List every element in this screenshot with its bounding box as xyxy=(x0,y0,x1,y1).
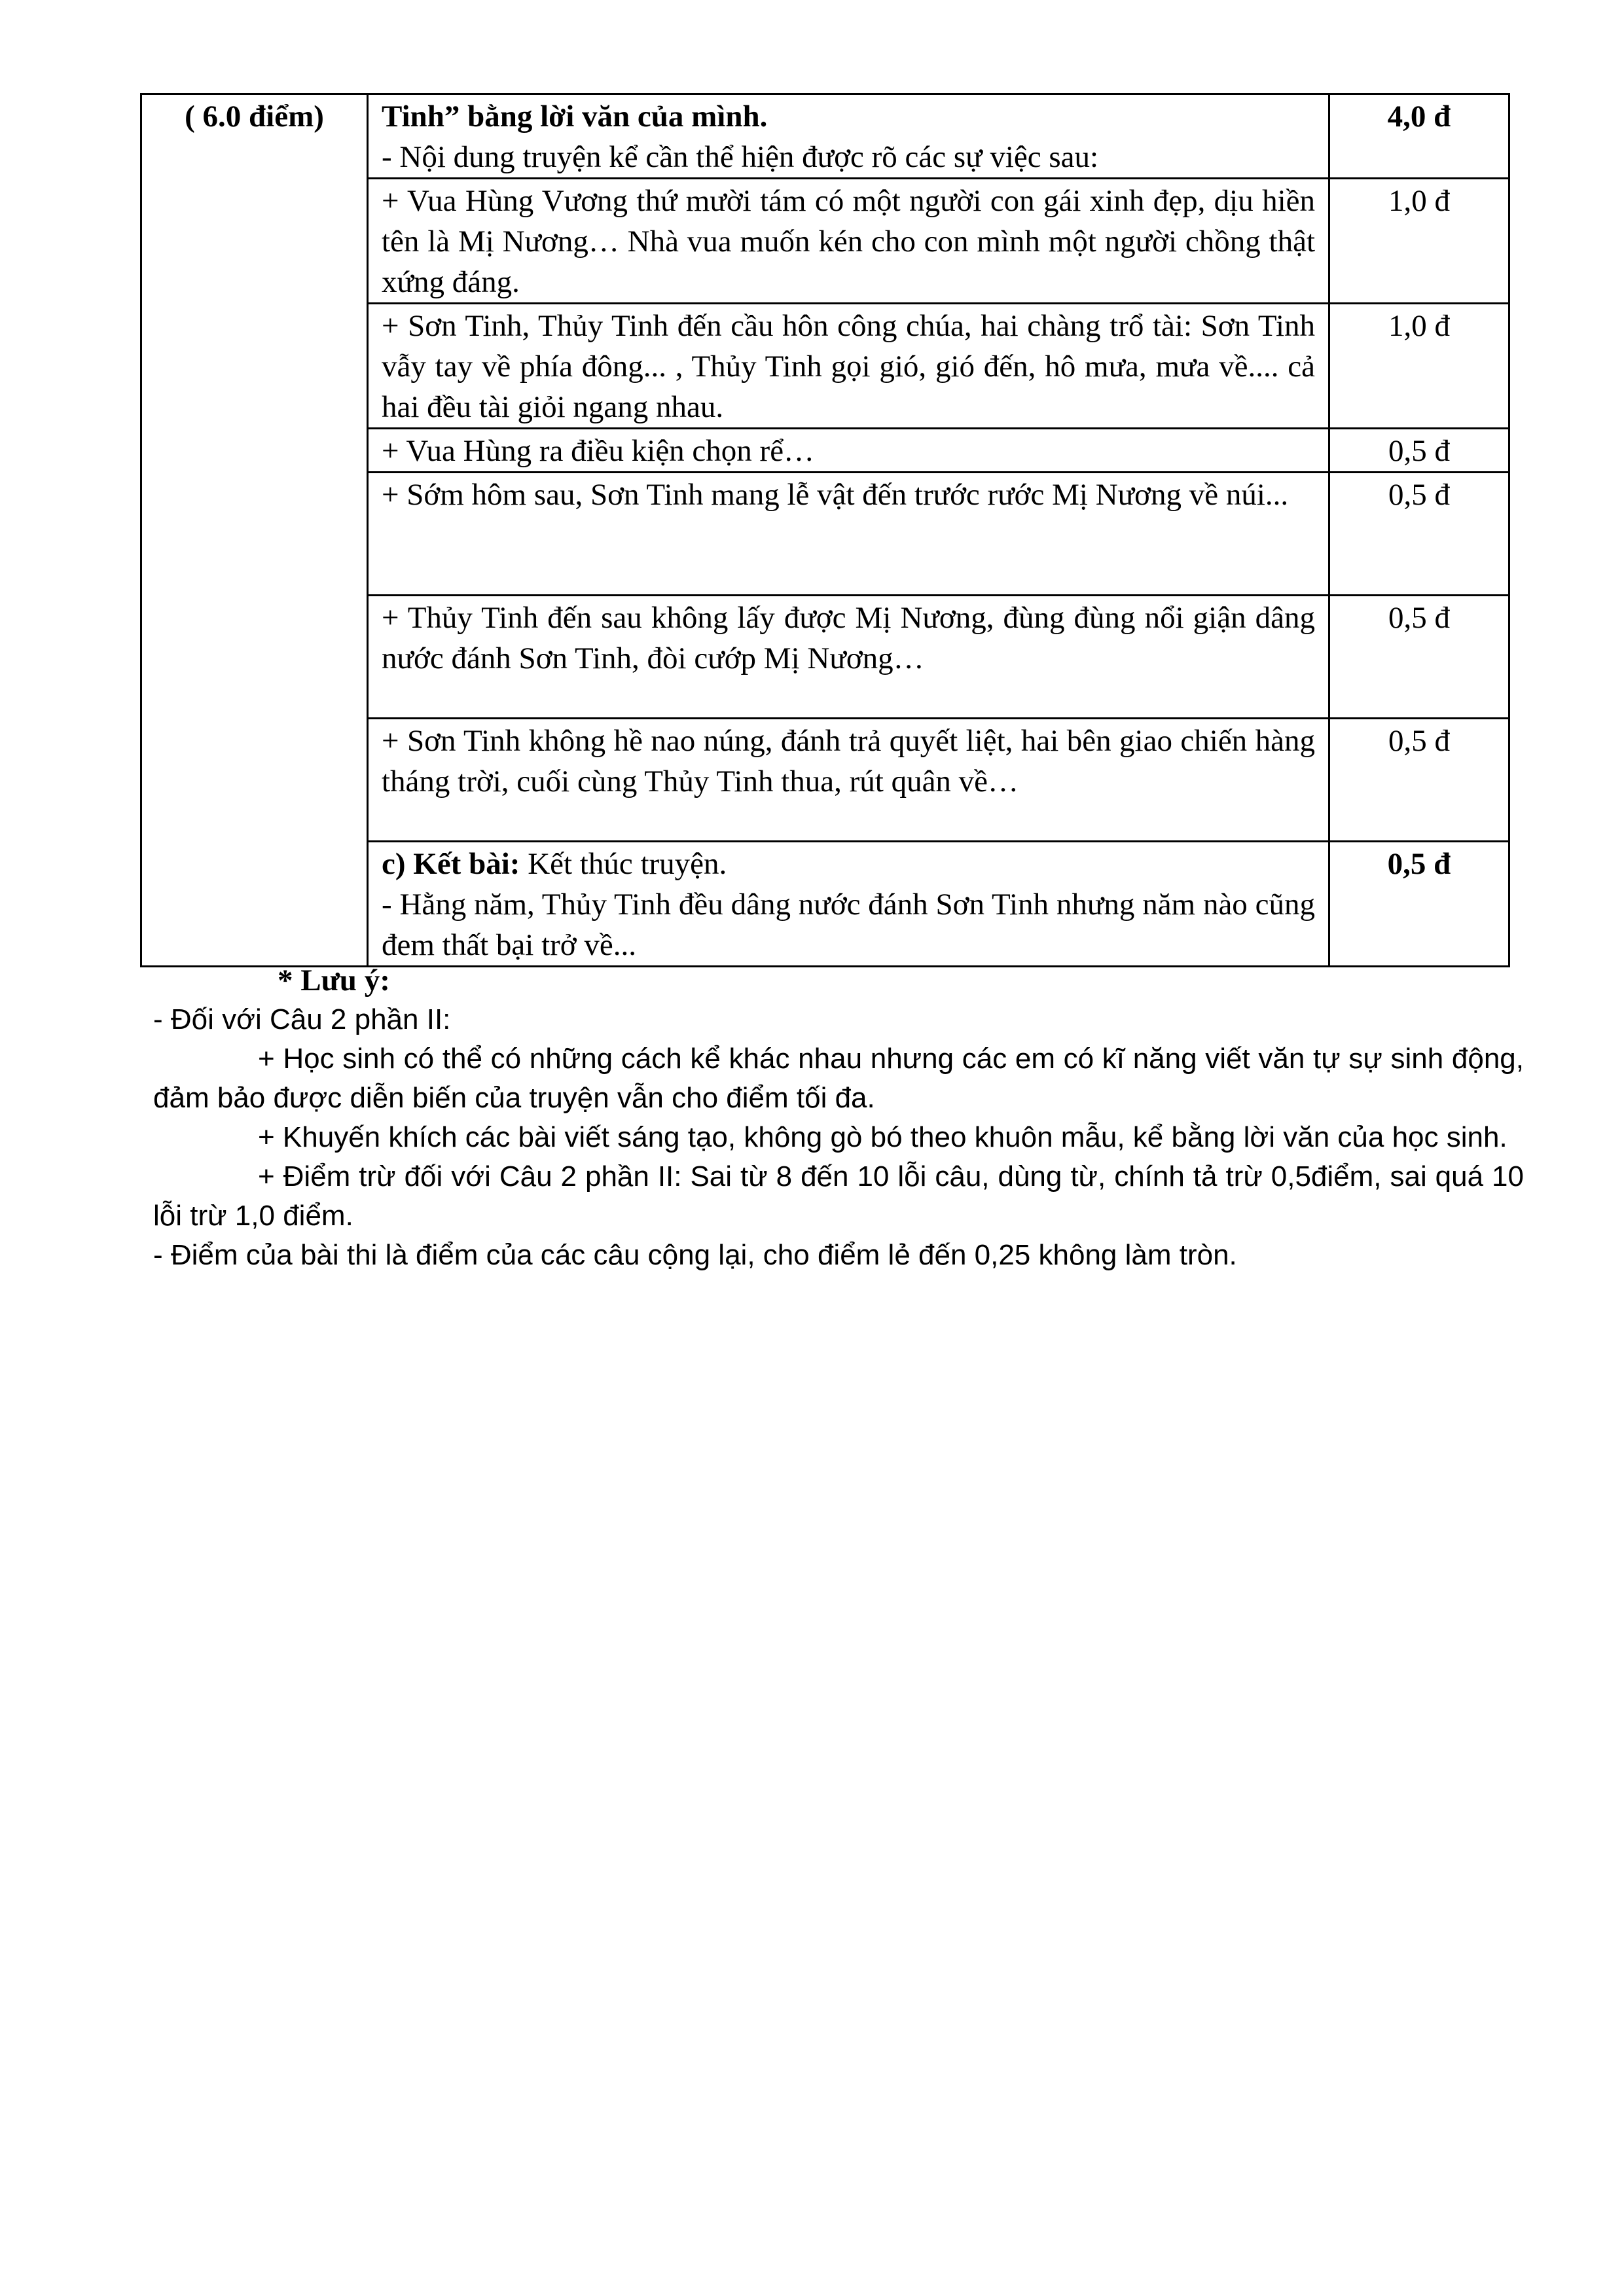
row-title: c) Kết bài: xyxy=(382,847,520,881)
row-content xyxy=(368,842,1329,967)
row-score: 0,5 đ xyxy=(1329,596,1509,719)
part-score-label: ( 6.0 điểm) xyxy=(141,94,368,967)
row-text: + Sơn Tinh không hề nao núng, đánh trả quyết liệt, hai bên giao chiến hàng tháng trời, cuối cùng Thủy Tinh thua, rút quân về… xyxy=(368,719,1329,842)
row-score: 4,0 đ xyxy=(1329,94,1509,179)
notes-line: + Khuyến khích các bài viết sáng tạo, không gò bó theo khuôn mẫu, kể bằng lời văn của học sinh. xyxy=(258,1121,1507,1153)
row-score: 0,5 đ xyxy=(1329,719,1509,842)
notes-line: - Điểm của bài thi là điểm của các câu cộng lại, cho điểm lẻ đến 0,25 không làm tròn. xyxy=(153,1239,1237,1271)
notes-line: - Đối với Câu 2 phần II: xyxy=(153,1003,451,1035)
notes-line: + Học sinh có thể có những cách kể khác nhau nhưng các em có kĩ năng viết văn tự sự sinh động, đảm bảo được diễn biến của truyện vẫn cho điểm tối đa. xyxy=(153,1043,1524,1114)
row-score: 0,5 đ xyxy=(1329,429,1509,473)
notes-section xyxy=(153,961,1524,1275)
row-text: - Hằng năm, Thủy Tinh đều dâng nước đánh Sơn Tinh nhưng năm nào cũng đem thất bại trở về... xyxy=(382,888,1315,962)
row-content xyxy=(368,94,1329,179)
table-row xyxy=(141,94,1509,179)
notes-line: + Điểm trừ đối với Câu 2 phần II: Sai từ 8 đến 10 lỗi câu, dùng từ, chính tả trừ 0,5điểm, sai quá 10 lỗi trừ 1,0 điểm. xyxy=(153,1160,1524,1232)
row-score: 1,0 đ xyxy=(1329,304,1509,429)
row-title: Tinh” bằng lời văn của mình. xyxy=(382,99,768,134)
row-title-rest: Kết thúc truyện. xyxy=(520,847,727,881)
row-text: - Nội dung truyện kể cần thể hiện được rõ các sự việc sau: xyxy=(382,140,1099,174)
row-text: + Sơn Tinh, Thủy Tinh đến cầu hôn công chúa, hai chàng trổ tài: Sơn Tinh vẫy tay về phía đông... , Thủy Tinh gọi gió, gió đến, hô mưa, mưa về.... cả hai đều tài giỏi ngang nhau. xyxy=(368,304,1329,429)
row-text: + Vua Hùng ra điều kiện chọn rể… xyxy=(368,429,1329,473)
row-score: 0,5 đ xyxy=(1329,473,1509,596)
notes-heading: * Lưu ý: xyxy=(278,963,390,997)
row-text: + Sớm hôm sau, Sơn Tinh mang lễ vật đến trước rước Mị Nương về núi... xyxy=(368,473,1329,596)
row-score: 1,0 đ xyxy=(1329,179,1509,304)
grading-table xyxy=(140,93,1510,967)
row-score: 0,5 đ xyxy=(1329,842,1509,967)
row-text: + Thủy Tinh đến sau không lấy được Mị Nương, đùng đùng nổi giận dâng nước đánh Sơn Tinh, đòi cướp Mị Nương… xyxy=(368,596,1329,719)
row-text: + Vua Hùng Vương thứ mười tám có một người con gái xinh đẹp, dịu hiền tên là Mị Nương… Nhà vua muốn kén cho con mình một người chồng thật xứng đáng. xyxy=(368,179,1329,304)
